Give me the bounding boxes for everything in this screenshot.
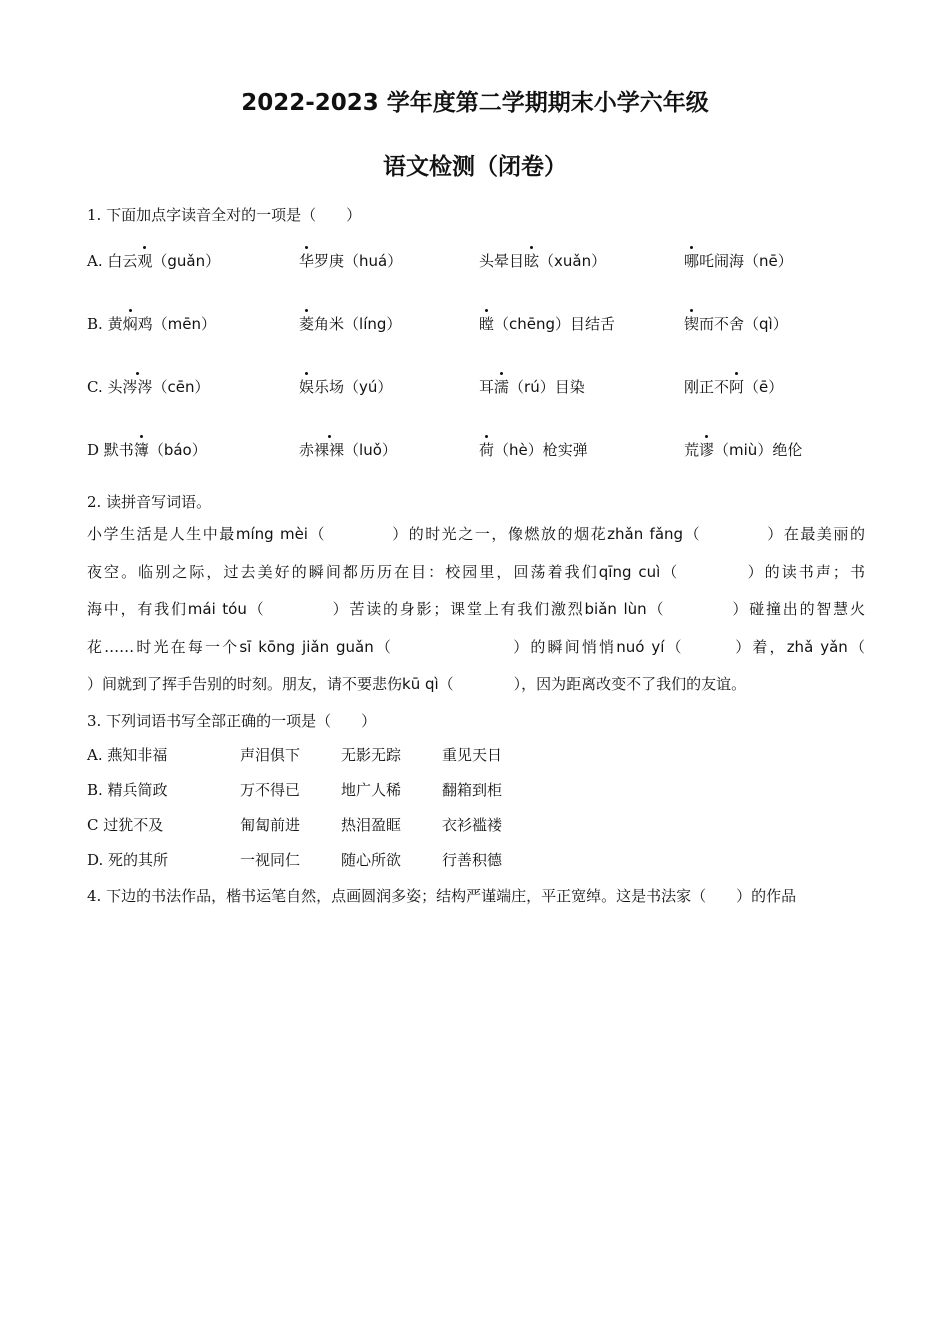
q1-option-row	[87, 376, 877, 404]
pinyin-reading: （hè）	[494, 441, 543, 459]
q1-option-item	[479, 376, 585, 397]
sentence-text: （ ）的读书声；书	[660, 562, 865, 581]
dotted-character: 观	[137, 252, 153, 270]
pinyin-reading: （líng）	[344, 315, 402, 333]
pinyin-prompt: qīng cuì	[598, 562, 661, 581]
q3-option-word: 热泪盈眶	[341, 816, 402, 834]
dotted-character: 菱	[299, 315, 315, 333]
q1-option-row	[87, 250, 877, 278]
q1-option-label: B.	[87, 315, 108, 333]
sentence-text: （	[847, 637, 865, 656]
q3-option-label: C 过犹不及	[87, 816, 164, 834]
q3-option-word: 万不得已	[240, 781, 301, 799]
pinyin-reading: （báo）	[148, 441, 207, 459]
q1-option-row	[87, 439, 877, 467]
sentence-text: 夜空。临别之际，过去美好的瞬间都历历在目：校园里，回荡着我们	[87, 562, 599, 581]
q2-line	[87, 591, 865, 629]
dotted-character: 眩	[524, 252, 540, 270]
q3-option-label: D. 死的其所	[87, 851, 169, 869]
pinyin-reading: （huá）	[344, 252, 403, 270]
q2-line	[87, 629, 865, 667]
word-text: 头晕目	[479, 252, 525, 270]
pinyin-prompt: zhǎn fǎng	[607, 525, 684, 543]
word-text: 白云	[107, 252, 138, 270]
q3-option-word: 衣衫褴褛	[442, 816, 503, 834]
q1-option-item	[87, 376, 210, 397]
pinyin-prompt: zhǎ yǎn	[786, 637, 848, 656]
q1-option-item	[684, 439, 802, 460]
dotted-character: 娱	[299, 378, 315, 396]
sentence-text: （ ）着，	[664, 637, 787, 656]
sentence-text: （ ）的瞬间悄悄	[373, 637, 617, 656]
q1-option-label: A.	[87, 252, 108, 270]
word-text: 默书	[103, 441, 134, 459]
sentence-text: 花……时光在每一个	[87, 637, 240, 656]
sentence-text: 小学生活是人生中最	[87, 525, 236, 543]
exam-subtitle: 语文检测（闭卷）	[383, 154, 567, 180]
pinyin-reading: （chēng）	[494, 315, 571, 333]
word-text: 绝伦	[772, 441, 803, 459]
pinyin-prompt: sī kōng jiǎn guǎn	[239, 637, 374, 656]
sentence-text: （ ）苦读的身影；课堂上有我们激烈	[246, 600, 585, 618]
dotted-character: 锲	[684, 315, 700, 333]
q3-option-word: 声泪俱下	[240, 746, 301, 764]
q1-option-label: D	[87, 441, 104, 459]
dotted-character: 濡	[494, 378, 510, 396]
sentence-text: （ ）的时光之一，像燃放的烟花	[307, 525, 608, 543]
q1-option-item	[299, 439, 397, 460]
q3-option-word: 行善积德	[442, 851, 503, 869]
q3-stem: 3. 下列词语书写全部正确的一项是（ ）	[87, 712, 377, 730]
q1-option-item	[87, 313, 216, 334]
dotted-character: 哪	[684, 252, 700, 270]
word-text: 荒	[684, 441, 700, 459]
word-text: 罗庚	[314, 252, 345, 270]
q1-option-item	[479, 250, 606, 271]
exam-title: 2022-2023 学年度第二学期期末小学六年级	[241, 90, 709, 116]
dotted-character: 涔涔	[122, 378, 153, 396]
q1-option-item	[684, 250, 793, 271]
word-text: 黄	[107, 315, 123, 333]
q2-stem: 2. 读拼音写词语。	[87, 493, 212, 511]
q1-option-item	[479, 313, 615, 334]
pinyin-reading: （cēn）	[152, 378, 210, 396]
q1-option-item	[87, 439, 207, 460]
word-text: 目结舌	[570, 315, 616, 333]
dotted-character: 阿	[729, 378, 745, 396]
pinyin-reading: （nē）	[744, 252, 793, 270]
word-text: 刚正不	[684, 378, 730, 396]
pinyin-prompt: kū qì	[402, 675, 439, 693]
dotted-character: 瞠	[479, 315, 495, 333]
pinyin-reading: （mēn）	[152, 315, 216, 333]
q2-line	[87, 666, 865, 704]
word-text: 耳	[479, 378, 495, 396]
word-text: 目染	[554, 378, 585, 396]
dotted-character: 谬	[699, 441, 715, 459]
pinyin-reading: （guǎn）	[152, 252, 221, 270]
q1-option-row	[87, 313, 877, 341]
pinyin-reading: （xuǎn）	[539, 252, 607, 270]
pinyin-reading: （rú）	[509, 378, 555, 396]
q3-option-word: 匍匐前进	[240, 816, 301, 834]
q3-option-label: B. 精兵简政	[87, 781, 168, 799]
q3-option-word: 重见天日	[442, 746, 503, 764]
q2-line	[87, 516, 865, 554]
word-text: 角米	[314, 315, 345, 333]
q3-option-word: 随心所欲	[341, 851, 402, 869]
q1-stem: 1. 下面加点字读音全对的一项是（ ）	[87, 206, 362, 224]
dotted-character: 焖	[122, 315, 138, 333]
q1-option-item	[299, 376, 392, 397]
pinyin-reading: （ē）	[744, 378, 784, 396]
sentence-text: （ ），因为距离改变不了我们的友谊。	[438, 675, 747, 693]
dotted-character: 荷	[479, 441, 495, 459]
q3-option-word: 一视同仁	[240, 851, 301, 869]
word-text: 吒闹海	[699, 252, 745, 270]
q4-stem: 4. 下边的书法作品，楷书运笔自然，点画圆润多姿；结构严谨端庄，平正宽绰。这是书法家（ ）的作品	[87, 887, 797, 905]
word-text: 赤	[299, 441, 315, 459]
pinyin-prompt: nuó yí	[616, 637, 665, 656]
q1-option-item	[684, 376, 783, 397]
q1-option-label: C.	[87, 378, 108, 396]
dotted-character: 华	[299, 252, 315, 270]
q3-option-word: 翻箱到柜	[442, 781, 503, 799]
pinyin-reading: （miù）	[714, 441, 773, 459]
q1-option-item	[87, 250, 220, 271]
pinyin-prompt: biǎn lùn	[584, 600, 647, 618]
word-text: 而不舍	[699, 315, 745, 333]
word-text: 乐场	[314, 378, 345, 396]
pinyin-reading: （qì）	[744, 315, 788, 333]
pinyin-reading: （yú）	[344, 378, 393, 396]
dotted-character: 簿	[133, 441, 149, 459]
q3-option-word: 地广人稀	[341, 781, 402, 799]
pinyin-prompt: mái tóu	[187, 600, 247, 618]
q3-option-word: 无影无踪	[341, 746, 402, 764]
q2-paragraph	[87, 516, 865, 704]
sentence-text: （ ）碰撞出的智慧火	[646, 600, 865, 618]
pinyin-reading: （luǒ）	[344, 441, 397, 459]
q2-line	[87, 554, 865, 592]
word-text: 枪实弹	[542, 441, 588, 459]
q1-option-item	[299, 250, 402, 271]
sentence-text: 海中，有我们	[87, 600, 188, 618]
dotted-character: 裸裸	[314, 441, 345, 459]
q1-option-item	[299, 313, 401, 334]
q1-option-item	[479, 439, 588, 460]
q1-option-item	[684, 313, 788, 334]
q3-option-label: A. 燕知非福	[87, 746, 168, 764]
sentence-text: ）间就到了挥手告别的时刻。朋友，请不要悲伤	[87, 675, 403, 693]
pinyin-prompt: míng mèi	[235, 525, 308, 543]
word-text: 头	[107, 378, 123, 396]
sentence-text: （ ）在最美丽的	[683, 525, 865, 543]
word-text: 鸡	[137, 315, 153, 333]
